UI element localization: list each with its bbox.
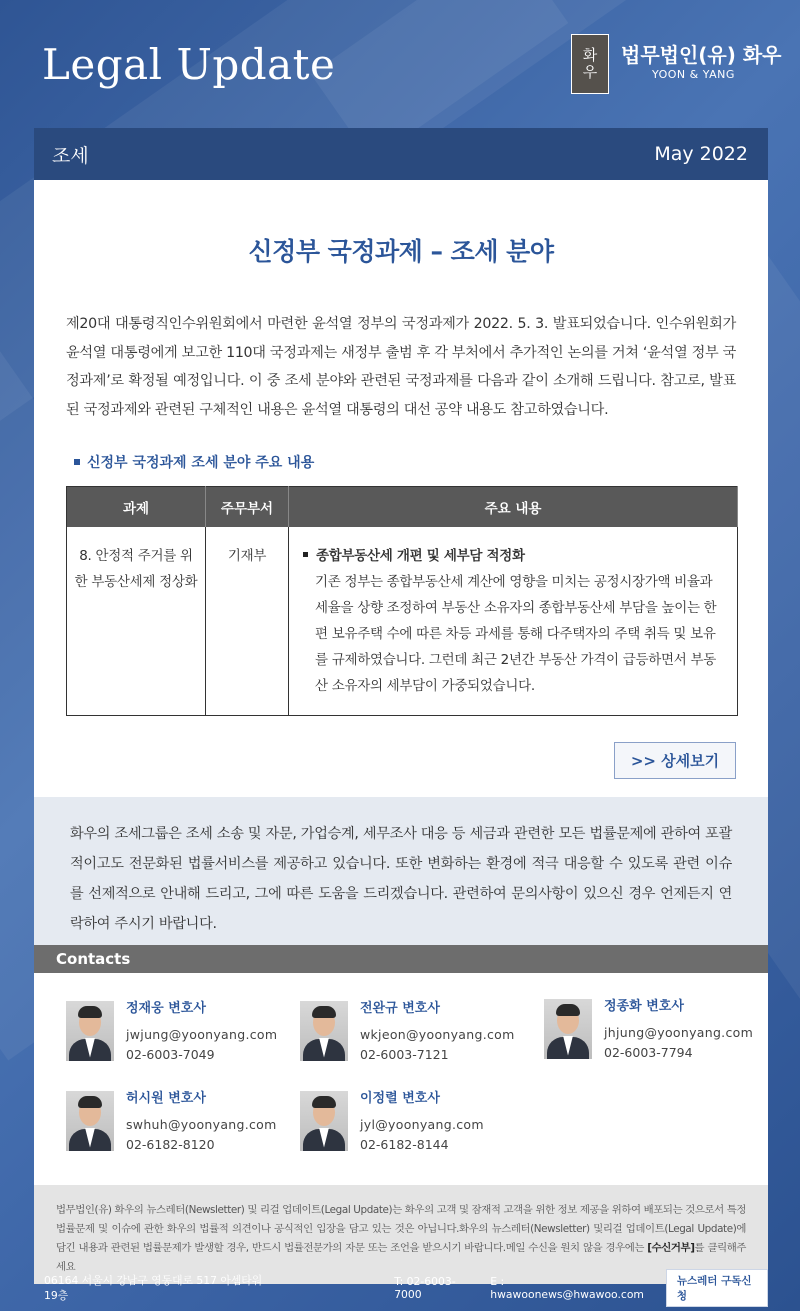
table-header-content: 주요 내용: [289, 487, 738, 527]
intro-paragraph: 제20대 대통령직인수위원회에서 마련한 윤석열 정부의 국정과제가 2022. 5. 3. 발표되었습니다. 인수위원회가 윤석열 대통령에게 보고한 110대 국정과제는 새정부 출범 후 각 부처에서 추가적인 논의를 거쳐 ‘윤석열 정부 국정과제’로 확정될 예정입니다. 이 중 조세 분야와 관련된 국정과제를 다음과 같이 소개해 드립니다. 참고로, 발표된 국정과제와 관련된 구체적인 내용은 윤석열 대통령의 대선 공약 내용도 참고하였습니다.: [66, 316, 736, 418]
section-subhead: 신정부 국정과제 조세 분야 주요 내용: [74, 452, 736, 472]
lawyer-photo: [300, 1091, 348, 1151]
contact-name: 정종화 변호사: [604, 998, 684, 1014]
firm-logo-icon: 화 우: [571, 34, 609, 94]
footer-email[interactable]: E : hwawoonews@hwawoo.com: [490, 1275, 644, 1301]
contacts-section: [34, 973, 768, 1185]
contact-card: [544, 999, 753, 1063]
contact-name: 이정렬 변호사: [360, 1090, 440, 1106]
bullet-icon: [303, 552, 308, 557]
disclaimer: 법무법인(유) 화우의 뉴스레터(Newsletter) 및 리걸 업데이트(Legal Update)는 화우의 고객 및 잠재적 고객을 위한 정보 제공을 위하여 배포되는 것으로서 특정 법률문제 및 이슈에 관한 화우의 법률적 의견이나 공식적인 입장을 담고 있는 것은 아닙니다.화우의 뉴스레터(Newsletter) 및리걸 업데이트(Legal Update)에 담긴 내용과 관련된 법률문제가 발생할 경우, 반드시 법률전문가의 자문 또는 조언을 받으시기 바랍니다.메일 수신을 원치 않을 경우에는 [수신거부]를 클릭해주세요: [34, 1185, 768, 1284]
contact-email[interactable]: jhjung@yoonyang.com: [604, 1024, 754, 1040]
contact-phone: 02-6003-7121: [360, 1046, 449, 1062]
contact-phone: 02-6003-7794: [604, 1044, 693, 1060]
contact-name: 정재웅 변호사: [126, 1000, 206, 1016]
article-content: [34, 180, 768, 797]
contact-card: [300, 1001, 515, 1065]
contact-email[interactable]: wkjeon@yoonyang.com: [360, 1026, 515, 1042]
lawyer-photo: [66, 1091, 114, 1151]
view-details-button[interactable]: >> 상세보기: [614, 742, 736, 779]
footer: [34, 1276, 768, 1300]
bullet-square-icon: [74, 459, 80, 465]
content-body: 기존 정부는 종합부동산세 계산에 영향을 미치는 공정시장가액 비율과 세율을 상향 조정하여 부동산 소유자의 종합부동산세 부담을 높이는 한편 보유주택 수에 따른 차등 과세를 통해 다주택자의 주택 취득 및 보유를 규제하였습니다. 그런데 최근 2년간 부동산 가격이 급등하면서 부동산 소유자의 세부담이 가중되었습니다.: [315, 573, 717, 694]
task-cell: 8. 안정적 주거를 위한 부동산세제 정상화: [67, 527, 206, 716]
contact-card: [66, 1001, 277, 1065]
content-title: 종합부동산세 개편 및 세부담 적정화: [316, 547, 525, 564]
newsletter-card: [34, 128, 768, 1284]
contact-name: 허시원 변호사: [126, 1090, 206, 1106]
firm-name-korean: 법무법인(유) 화우: [621, 43, 782, 67]
contact-name: 전완규 변호사: [360, 1000, 440, 1016]
lawyer-photo: [300, 1001, 348, 1061]
newsletter-header: [0, 0, 800, 128]
content-cell: [289, 527, 738, 716]
contact-card: [66, 1091, 277, 1155]
contacts-heading: Contacts: [34, 945, 768, 973]
table-row: [67, 527, 738, 716]
table-header-dept: 주무부서: [206, 487, 289, 527]
contact-phone: 02-6182-8144: [360, 1136, 449, 1152]
tax-group-intro: 화우의 조세그룹은 조세 소송 및 자문, 가업승계, 세무조사 대응 등 세금과 관련한 모든 법률문제에 관하여 포괄적이고도 전문화된 법률서비스를 제공하고 있습니다. 또한 변화하는 환경에 적극 대응할 수 있도록 관련 이슈를 선제적으로 안내해 드리고, 그에 따른 도움을 드리겠습니다. 관련하여 문의사항이 있으신 경우 언제든지 연락하여 주시기 바랍니다.: [34, 797, 768, 945]
unsubscribe-link[interactable]: [수신거부]: [647, 1241, 695, 1254]
contact-email[interactable]: jwjung@yoonyang.com: [126, 1026, 278, 1042]
contact-phone: 02-6003-7049: [126, 1046, 215, 1062]
contact-card: [300, 1091, 484, 1155]
legal-update-title: Legal Update: [42, 40, 336, 89]
category-bar: [34, 128, 768, 180]
contact-email[interactable]: jyl@yoonyang.com: [360, 1116, 484, 1132]
category-label: 조세: [52, 144, 89, 167]
article-headline: 신정부 국정과제 – 조세 분야: [248, 237, 554, 266]
lawyer-photo: [544, 999, 592, 1059]
dept-cell: 기재부: [206, 527, 289, 716]
contact-email[interactable]: swhuh@yoonyang.com: [126, 1116, 277, 1132]
lawyer-photo: [66, 1001, 114, 1061]
policy-table: [66, 486, 738, 716]
footer-tel: T: 02-6003-7000: [394, 1275, 456, 1301]
firm-name-english: YOON & YANG: [652, 68, 735, 81]
footer-address: 06164 서울시 강남구 영동대로 517 아셈타워 19층: [44, 1274, 263, 1302]
table-header-task: 과제: [67, 487, 206, 527]
issue-date: May 2022: [654, 143, 748, 165]
subscribe-button[interactable]: 뉴스레터 구독신청: [666, 1269, 768, 1307]
contact-phone: 02-6182-8120: [126, 1136, 215, 1152]
